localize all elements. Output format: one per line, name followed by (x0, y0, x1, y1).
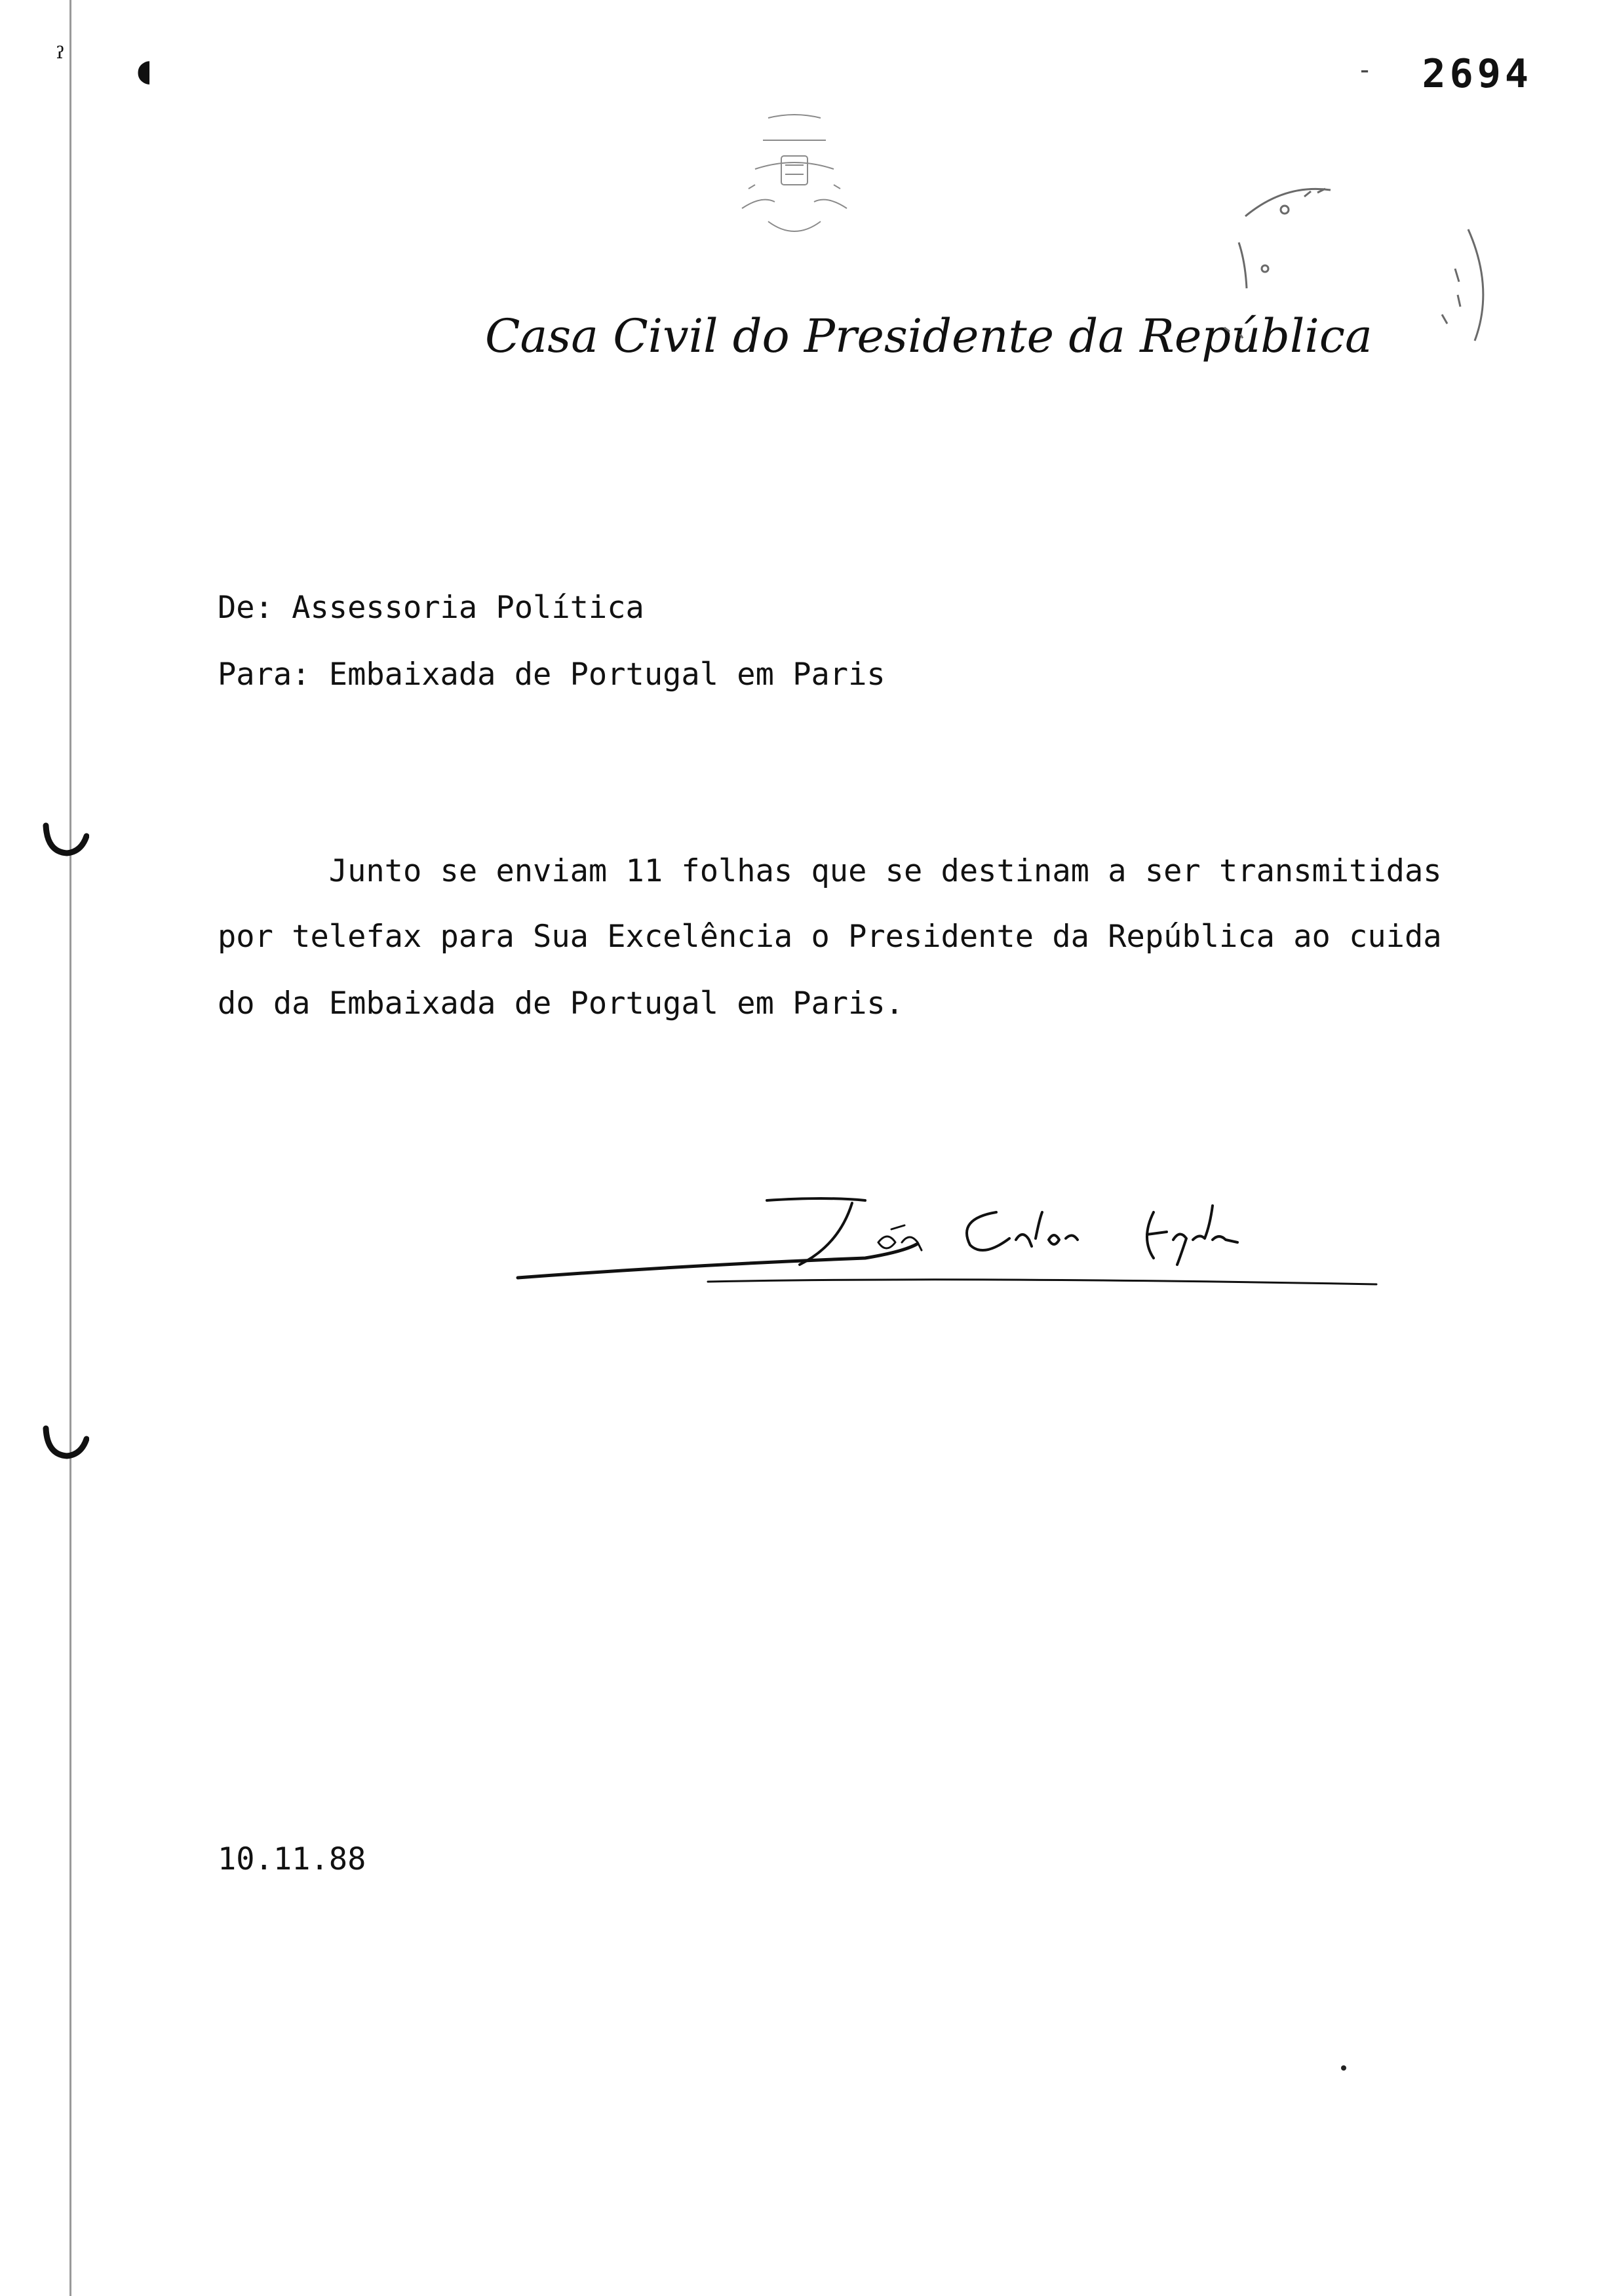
punch-hole-icon (41, 1415, 89, 1464)
from-line: De: Assessoria Política (218, 590, 644, 626)
signature (498, 1166, 1403, 1297)
binding-line (69, 0, 71, 2296)
body-line: por telefax para Sua Excelência o Presidente da República ao cuida (218, 919, 1442, 955)
margin-mark: ˀ (56, 41, 65, 76)
letterhead-title: Casa Civil do Presidente da República (485, 309, 1372, 363)
margin-mark: ◖ (136, 52, 153, 88)
punch-hole-icon (41, 813, 89, 861)
body-line: do da Embaixada de Portugal em Paris. (218, 985, 904, 1022)
body-line: Junto se enviam 11 folhas que se destinam a ser transmitidas (218, 853, 1442, 889)
received-stamp-icon (1206, 170, 1514, 387)
paper-speck (1341, 2065, 1346, 2071)
to-line: Para: Embaixada de Portugal em Paris (218, 657, 885, 693)
document-number: 2694 (1422, 51, 1532, 97)
letter-date: 10.11.88 (218, 1841, 366, 1877)
coat-of-arms-emblem-icon (729, 110, 860, 248)
number-dash: - (1357, 55, 1373, 85)
